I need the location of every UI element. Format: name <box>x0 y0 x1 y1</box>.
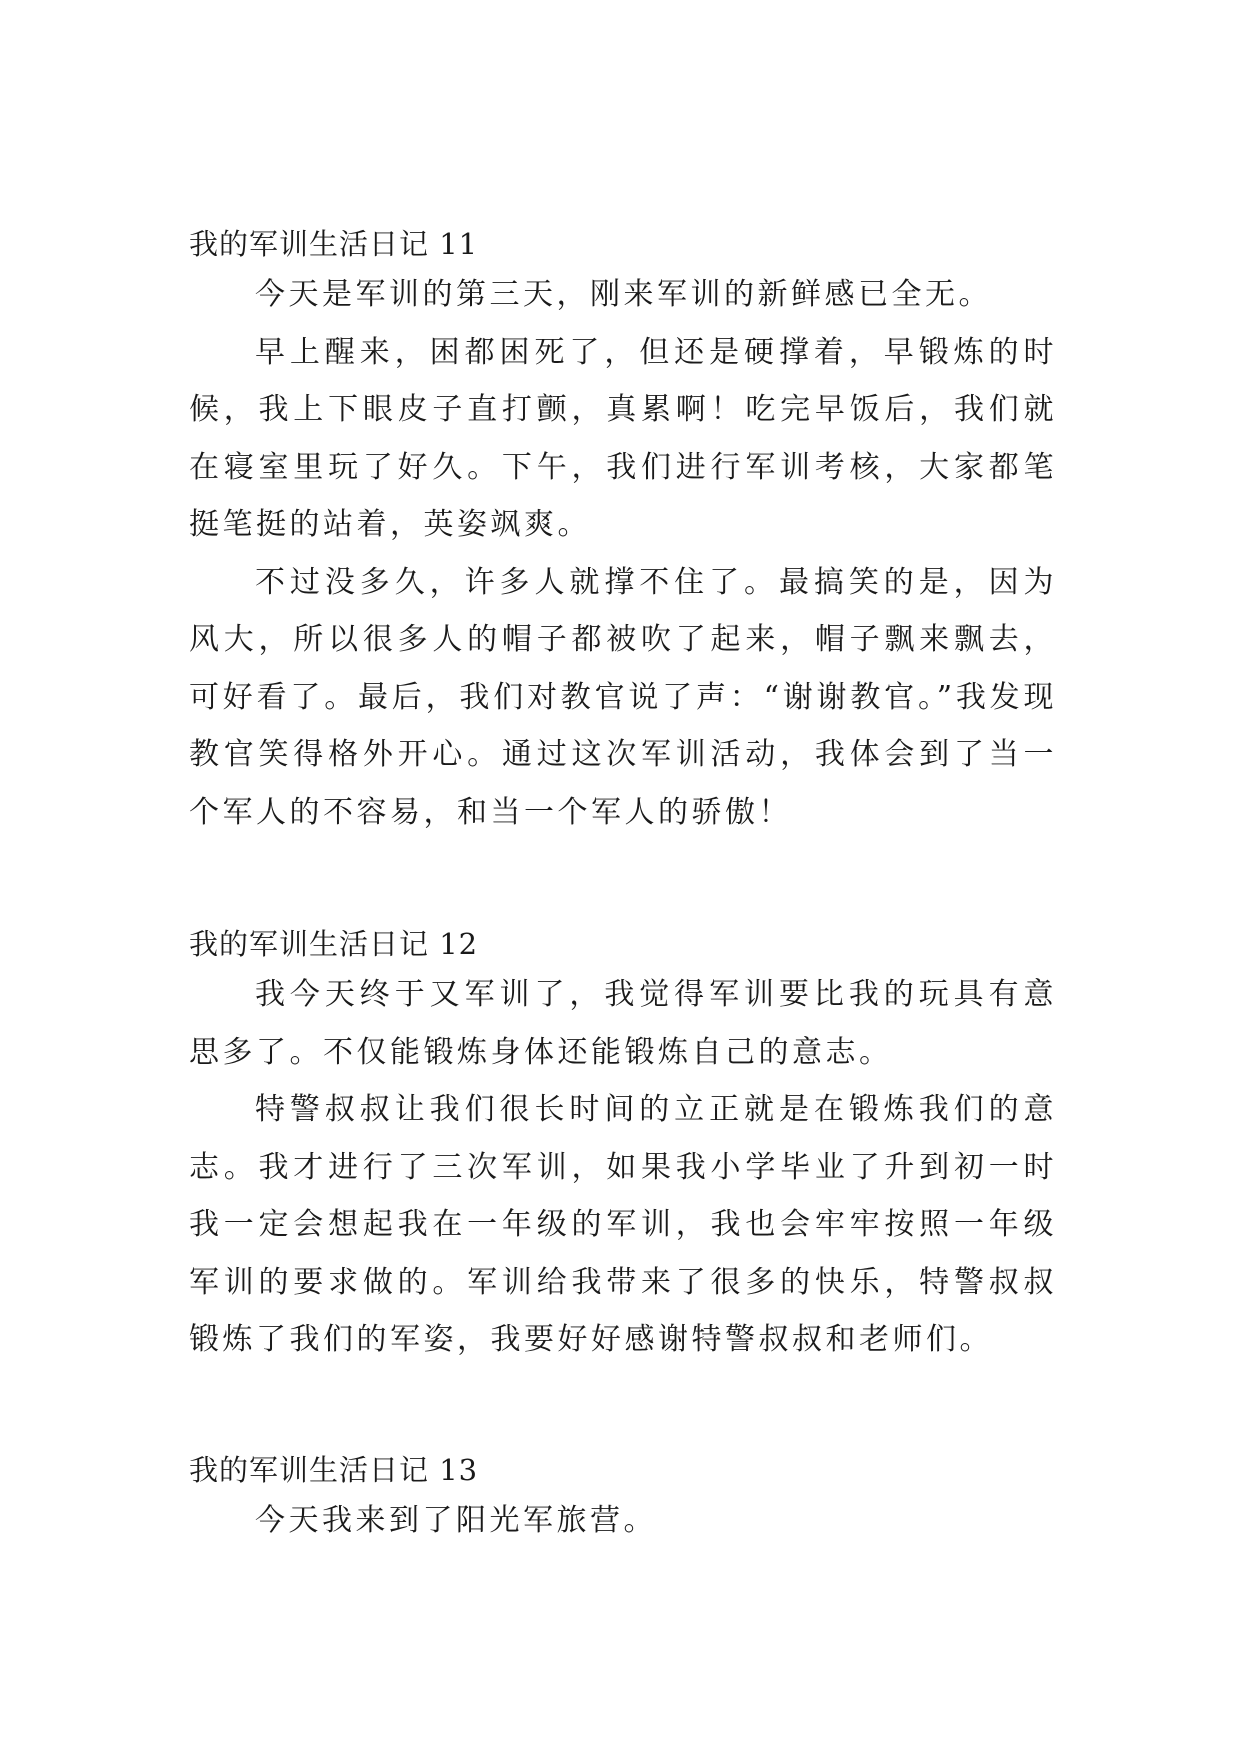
diary-entry-11 <box>189 222 1057 841</box>
diary-entry-13 <box>189 1448 1057 1550</box>
paragraph: 今天我来到了阳光军旅营。 <box>255 1503 657 1538</box>
diary-entry-12 <box>189 922 1057 1369</box>
entry-title: 我的军训生活日记 11 <box>189 227 479 261</box>
paragraph: 今天是军训的第三天，刚来军训的新鲜感已全无。 <box>255 277 992 312</box>
entry-title: 我的军训生活日记 12 <box>189 927 479 961</box>
paragraph: 不过没多久，许多人就撑不住了。最搞笑的是，因为风大，所以很多人的帽子都被吹了起来，帽子飘来飘去，可好看了。最后，我们对教官说了声：“谢谢教官。”我发现教官笑得格外开心。通过这次军训活动，我体会到了当一个军人的不容易，和当一个军人的骄傲！ <box>189 564 1057 830</box>
paragraph: 早上醒来，困都困死了，但还是硬撑着，早锻炼的时候，我上下眼皮子直打颤，真累啊！吃完早饭后，我们就在寝室里玩了好久。下午，我们进行军训考核，大家都笔挺笔挺的站着，英姿飒爽。 <box>189 334 1057 542</box>
paragraph: 特警叔叔让我们很长时间的立正就是在锻炼我们的意志。我才进行了三次军训，如果我小学毕业了升到初一时我一定会想起我在一年级的军训，我也会牢牢按照一年级军训的要求做的。军训给我带来了很多的快乐，特警叔叔锻炼了我们的军姿，我要好好感谢特警叔叔和老师们。 <box>189 1092 1057 1357</box>
paragraph: 我今天终于又军训了，我觉得军训要比我的玩具有意思多了。不仅能锻炼身体还能锻炼自己的意志。 <box>189 977 1057 1070</box>
entry-title: 我的军训生活日记 13 <box>189 1453 479 1487</box>
